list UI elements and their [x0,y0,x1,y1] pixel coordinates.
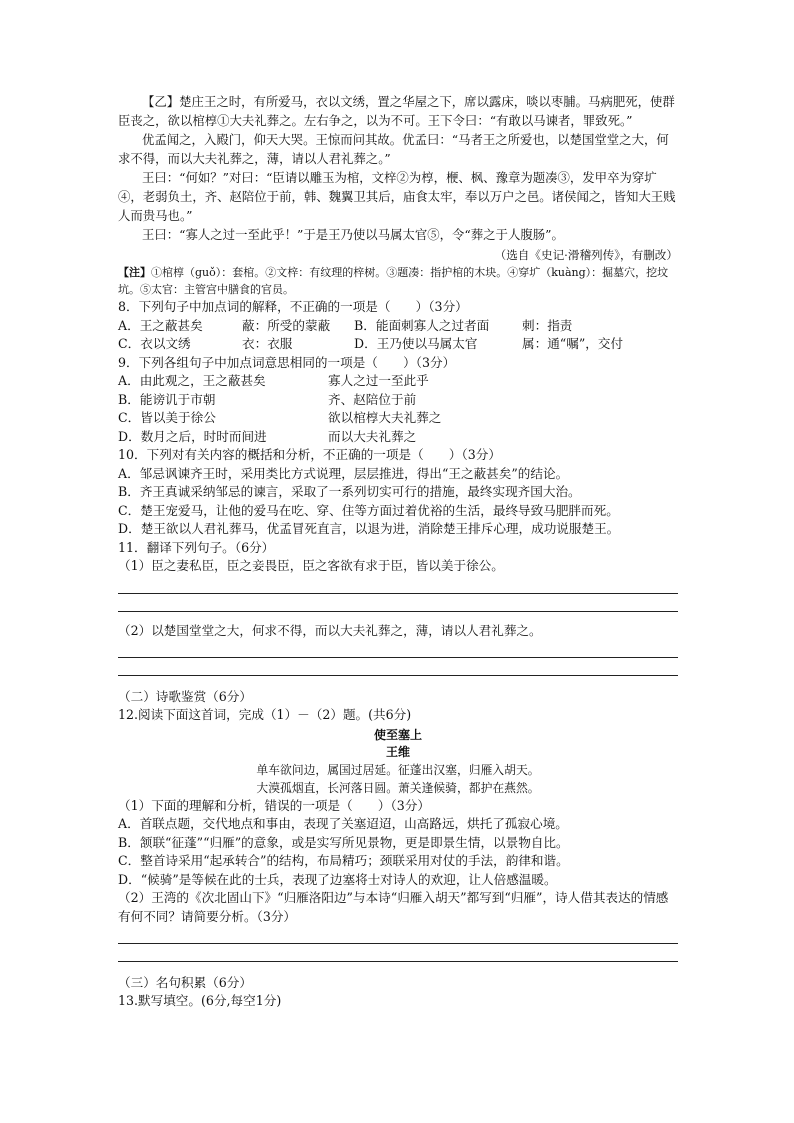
q10-option-a: A．邹忌讽谏齐王时，采用类比方式说理，层层推进，得出“王之蔽甚矣”的结论。 [118,465,569,481]
document-page [118,92,678,1011]
q9-option-b-left: B．能谤讥于市朝 [118,391,216,407]
q12-option-d: D．“候骑”是等候在此的士兵，表现了边塞将士对诗人的欢迎，让人倍感温暖。 [118,871,557,887]
answer-spacer [118,926,678,943]
q9-option-c [118,409,678,428]
q8-option-b-text: B．能面刺寡人之过者面 [354,317,490,333]
q11-sentence-1: （1）臣之妻私臣，臣之妾畏臣，臣之客欲有求于臣，皆以美于徐公。 [118,558,504,573]
question-12-stem: 12.阅读下面这首词，完成（1）－（2）题。(共6分) [118,707,412,722]
answer-line [118,675,678,676]
question-10-stem: 10．下列对有关内容的概括和分析，不正确的一项是（ ）（3分） [118,447,501,462]
q8-option-a-text: A．王之蔽甚矣 [118,317,203,333]
question-9-stem: 9．下列各组句子中加点词意思相同的一项是（ ）（3分） [118,354,456,370]
q12-option-c: C．整首诗采用“起承转合”的结构，布局精巧；颈联采用对仗的手法，韵律和谐。 [118,853,569,868]
poem-line-1: 单车欲问边，属国过居延。征蓬出汉塞，归雁入胡天。 [256,762,540,777]
answer-spacer [118,640,678,657]
passage-paragraph-4: 王曰：“寡人之过一至此乎！”于是王乃使以马属太官⑤，令“葬之于人腹肠”。 [142,227,564,242]
note-text: ①棺椁（guǒ）：套棺。②文梓：有纹理的梓树。③题凑：指护棺的木块。④穿圹（kuàng）：掘墓穴，挖坟坑。⑤太官：主管宫中膳食的官员。 [118,266,669,296]
q12-option-b: B．颔联“征蓬”“归雁”的意象，或是实写所见景物，更是即景生情，以景物自比。 [118,834,569,850]
q10-option-b: B．齐王真诚采纳邹忌的谏言，采取了一系列切实可行的措施，最终实现齐国大治。 [118,484,581,499]
q9-option-d-left: D．数月之后，时时而间进 [118,428,267,444]
question-13-stem: 13.默写填空。(6分,每空1分) [118,993,282,1008]
passage-paragraph-3: 王曰：“何如？”对曰：“臣请以雕玉为棺，文梓②为椁，楩、枫、豫章为题凑③，发甲卒为穿圹④，老弱负土，齐、赵陪位于前，韩、魏翼卫其后，庙食太牢，奉以万户之邑。诸侯闻之，皆知大王贱人而贵马也。” [118,170,676,223]
poem-line-2: 大漠孤烟直，长河落日圆。萧关逢候骑，都护在燕然。 [256,780,540,795]
q9-option-a-right: 寡人之过一至此乎 [328,373,429,388]
q8-option-c-gloss: 衣：衣服 [242,336,293,351]
answer-spacer [118,576,678,593]
q9-option-c-left: C．皆以美于徐公 [118,410,216,425]
answer-spacer [118,594,678,611]
q8-option-c-text: C．衣以文绣 [118,336,191,351]
q10-option-c: C．楚王宠爱马，让他的爱马在吃、穿、住等方面过着优裕的生活，最终导致马肥胖而死。 [118,502,619,518]
section-2-heading: （二）诗歌鉴赏（6分） [118,689,252,704]
q10-option-d: D．楚王欲以人君礼葬马，优孟冒死直言，以退为进，消除楚王排斥心理，成功说服楚王。 [118,521,620,536]
passage-paragraph-2: 优孟闻之，入殿门，仰天大哭。王惊而问其故。优孟曰：“马者王之所爱也，以楚国堂堂之大，何求不得，而以大夫礼葬之，薄，请以人君礼葬之。” [118,132,669,166]
poem-title: 使至塞上 [373,727,422,742]
q9-option-d [118,428,678,447]
answer-line [118,611,678,612]
q12-sub-2: （2）王湾的《次北固山下》“归雁洛阳边”与本诗“归雁入胡天”都写到“归雁”，诗人借其表达的情感有何不同？请简要分析。（3分） [118,890,669,924]
q9-option-b-right: 齐、赵陪位于前 [328,391,417,407]
question-8-stem: 8．下列句子中加点词的解释，不正确的一项是（ ）（3分） [118,299,468,314]
q8-option-a-gloss: 蔽：所受的蒙蔽 [242,317,331,333]
q12-option-a: A．首联点题，交代地点和事由，表现了关塞迢迢，山高路远，烘托了孤寂心境。 [118,816,568,831]
q12-sub-1: （1）下面的理解和分析，错误的一项是（ ）（3分） [118,797,430,813]
q9-option-a-left: A．由此观之，王之蔽甚矣 [118,373,266,388]
answer-line [118,961,678,962]
passage-notes [118,264,678,298]
q9-option-c-right: 欲以棺椁大夫礼葬之 [328,410,442,425]
q9-option-d-right: 而以大夫礼葬之 [328,428,417,444]
question-11-stem: 11．翻译下列句子。（6分） [118,539,275,555]
poem-author: 王维 [385,744,410,759]
answer-spacer [118,944,678,961]
q8-option-b-gloss: 刺：指责 [522,317,573,333]
q11-sentence-2: （2）以楚国堂堂之大，何求不得，而以大夫礼葬之，薄，请以人君礼葬之。 [118,622,542,638]
q8-option-d-text: D．王乃使以马属太官 [354,336,478,351]
answer-spacer [118,658,678,675]
q9-option-a [118,372,678,391]
passage-source: （选自《史记·滑稽列传》，有删改） [494,248,678,262]
q9-option-b [118,391,678,410]
q8-option-d-gloss: 属：通“嘱”，交付 [522,336,624,351]
question-8-row-cd [118,335,678,354]
question-8-row-ab [118,317,678,336]
section-3-heading: （三）名句积累（6分） [118,975,252,990]
passage-paragraph-1: 【乙】楚庄王之时，有所爱马，衣以文绣，置之华屋之下，席以露床，啖以枣脯。马病肥死，使群臣丧之，欲以棺椁①大夫礼葬之。左右争之，以为不可。王下令曰：“有敢以马谏者，罪致死。” [118,94,675,128]
note-label: 【注】 [118,266,151,279]
